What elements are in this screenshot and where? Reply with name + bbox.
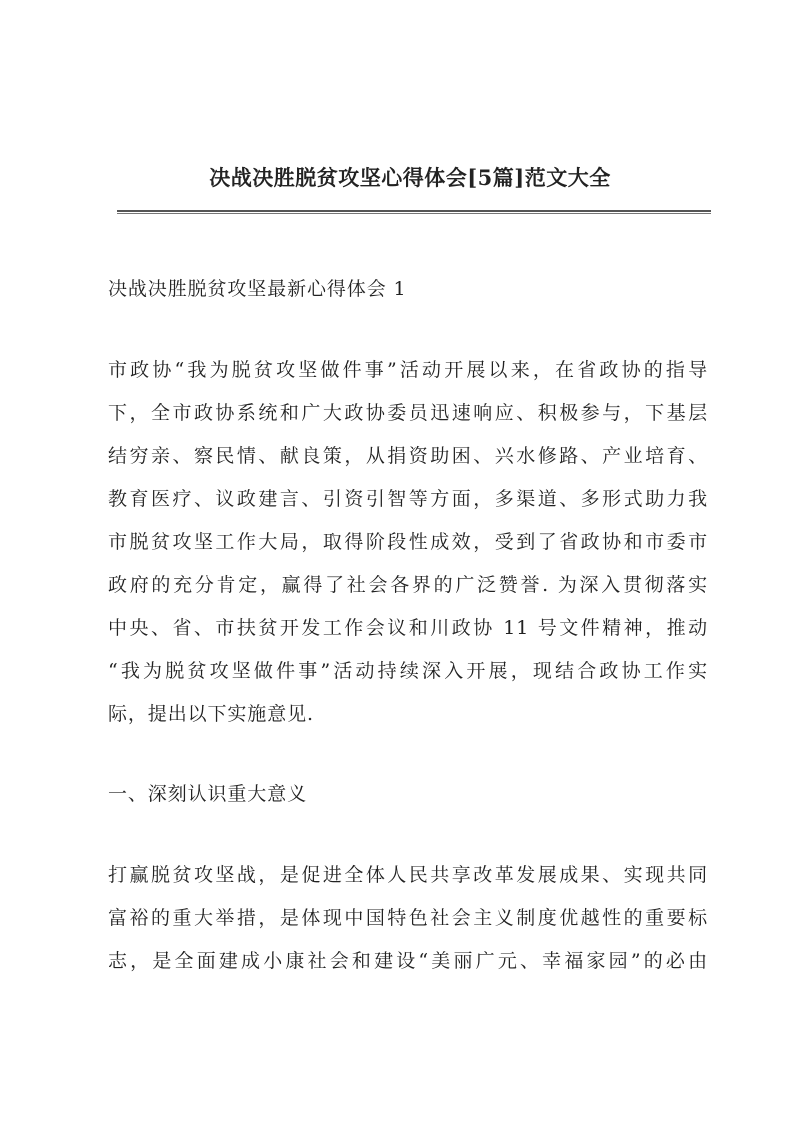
paragraph-line: 结穷亲、察民情、献良策，从捐资助困、兴水修路、产业培育、	[108, 445, 708, 467]
paragraph-line: “我为脱贫攻坚做件事”活动持续深入开展，现结合政协工作实	[108, 660, 708, 682]
document-title: 决战决胜脱贫攻坚心得体会[5篇]范文大全	[209, 165, 611, 190]
paragraph-line: 志，是全面建成小康社会和建设“美丽广元、幸福家园”的必由	[108, 950, 708, 972]
section-heading: 决战决胜脱贫攻坚最新心得体会 1	[108, 278, 407, 300]
title-divider	[117, 210, 711, 214]
paragraph-line: 市脱贫攻坚工作大局，取得阶段性成效，受到了省政协和市委市	[108, 531, 708, 553]
paragraph-line: 中央、省、市扶贫开发工作会议和川政协 11 号文件精神，推动	[108, 617, 708, 639]
subheading: 一、深刻认识重大意义	[108, 783, 308, 805]
paragraph-line: 下，全市政协系统和广大政协委员迅速响应、积极参与，下基层	[108, 402, 708, 424]
paragraph-line: 政府的充分肯定，赢得了社会各界的广泛赞誉. 为深入贯彻落实	[108, 574, 708, 596]
paragraph-line: 教育医疗、议政建言、引资引智等方面，多渠道、多形式助力我	[108, 488, 708, 510]
paragraph-line: 富裕的重大举措，是体现中国特色社会主义制度优越性的重要标	[108, 907, 708, 929]
paragraph-line: 际，提出以下实施意见.	[108, 703, 314, 725]
paragraph-line: 市政协“我为脱贫攻坚做件事”活动开展以来，在省政协的指导	[108, 359, 708, 381]
paragraph-line: 打赢脱贫攻坚战，是促进全体人民共享改革发展成果、实现共同	[108, 864, 708, 886]
